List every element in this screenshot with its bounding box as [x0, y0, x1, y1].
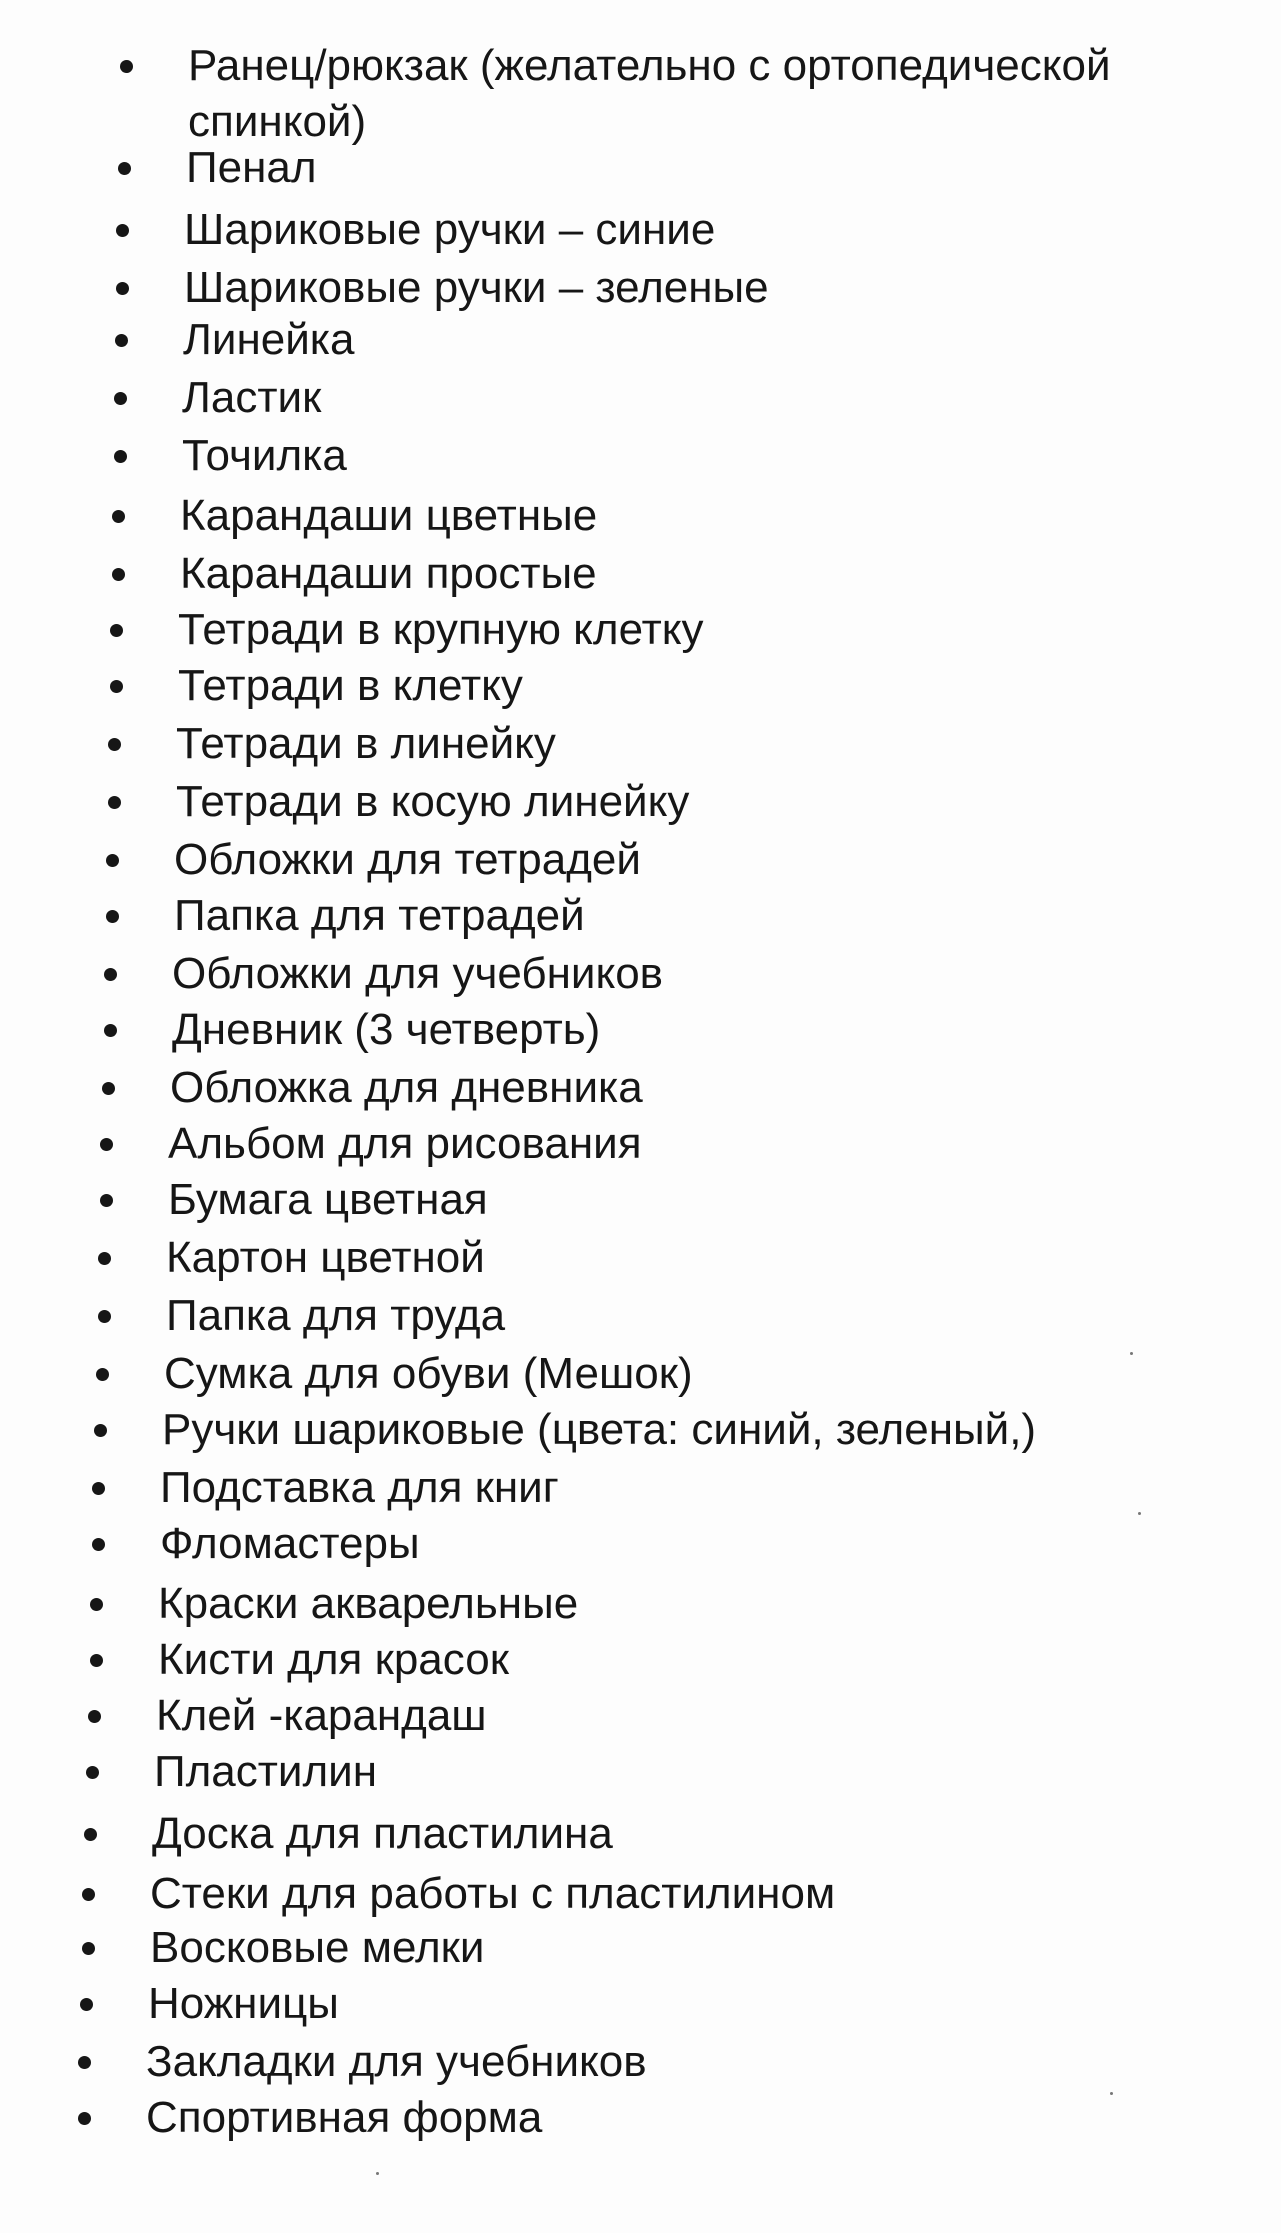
- list-item: [180, 546, 597, 602]
- list-item: [178, 658, 523, 714]
- list-item: [158, 1632, 509, 1688]
- bullet-icon: [88, 1710, 101, 1723]
- bullet-icon: [90, 1654, 103, 1667]
- bullet-icon: [100, 1138, 113, 1151]
- bullet-icon: [92, 1482, 105, 1495]
- list-item: [166, 1230, 485, 1286]
- list-item-label: Папка для труда: [166, 1291, 506, 1340]
- list-item-label: Обложки для тетрадей: [174, 835, 641, 884]
- list-item: [174, 888, 585, 944]
- bullet-icon: [120, 60, 133, 73]
- list-item: [146, 2034, 647, 2090]
- bullet-icon: [108, 796, 121, 809]
- bullet-icon: [84, 1828, 97, 1841]
- list-item-label: Закладки для учебников: [146, 2037, 647, 2086]
- bullet-icon: [86, 1766, 99, 1779]
- list-item-label: Линейка: [183, 315, 355, 364]
- bullet-icon: [82, 1888, 95, 1901]
- scan-speck: [376, 2172, 379, 2175]
- bullet-icon: [110, 624, 123, 637]
- bullet-icon: [104, 1024, 117, 1037]
- list-item: [154, 1744, 377, 1800]
- list-item-label: Тетради в крупную клетку: [178, 605, 704, 654]
- list-item: [182, 428, 347, 484]
- bullet-icon: [78, 2112, 91, 2125]
- list-item: [160, 1460, 559, 1516]
- list-item: [186, 140, 317, 196]
- list-item-label: Папка для тетрадей: [174, 891, 585, 940]
- list-item: [172, 1002, 600, 1058]
- list-item: [176, 774, 689, 830]
- list-item-label: Ластик: [182, 373, 322, 422]
- list-item-label: Спортивная форма: [146, 2093, 543, 2142]
- bullet-icon: [78, 2056, 91, 2069]
- list-item: [178, 602, 704, 658]
- bullet-icon: [106, 910, 119, 923]
- bullet-icon: [90, 1598, 103, 1611]
- list-item-label: Обложки для учебников: [172, 949, 664, 998]
- list-item: [188, 38, 1111, 150]
- list-item-label: Фломастеры: [160, 1519, 420, 1568]
- bullet-icon: [100, 1194, 113, 1207]
- list-item-label: Пластилин: [154, 1747, 378, 1796]
- list-item-label: Восковые мелки: [150, 1923, 485, 1972]
- list-item-label: Шариковые ручки – зеленые: [184, 263, 769, 312]
- bullet-icon: [98, 1252, 111, 1265]
- scan-speck: [1138, 1512, 1141, 1515]
- list-item: [164, 1346, 693, 1402]
- list-item-label: Тетради в клетку: [178, 661, 523, 710]
- list-item-label: Тетради в косую линейку: [176, 777, 690, 826]
- list-item: [174, 832, 641, 888]
- list-item: [184, 260, 769, 316]
- bullet-icon: [115, 334, 128, 347]
- list-item: [148, 1976, 339, 2032]
- list-item-label: Ножницы: [148, 1979, 339, 2028]
- bullet-icon: [98, 1310, 111, 1323]
- list-item-label: Кисти для красок: [158, 1635, 509, 1684]
- bullet-icon: [118, 162, 131, 175]
- bullet-icon: [92, 1538, 105, 1551]
- list-item-label: Карандаши цветные: [180, 491, 598, 540]
- list-item-label: Пенал: [186, 143, 317, 192]
- bullet-icon: [102, 1082, 115, 1095]
- scan-speck: [1110, 2092, 1113, 2095]
- list-item-label: Ручки шариковые (цвета: синий, зеленый,): [162, 1405, 1037, 1454]
- list-item: [158, 1576, 578, 1632]
- list-item-label: Дневник (3 четверть): [172, 1005, 601, 1054]
- list-item: [182, 370, 321, 426]
- bullet-icon: [116, 224, 129, 237]
- list-item: [170, 1060, 643, 1116]
- list-item-label: Стеки для работы с пластилином: [150, 1869, 836, 1918]
- bullet-icon: [106, 854, 119, 867]
- list-item-label: Подставка для книг: [160, 1463, 559, 1512]
- list-item: [146, 2090, 542, 2146]
- list-item-label: Клей -карандаш: [156, 1691, 487, 1740]
- list-item-label: Шариковые ручки – синие: [184, 205, 716, 254]
- list-item-label: Ранец/рюкзак (желательно с ортопедической: [188, 41, 1111, 90]
- bullet-icon: [80, 1998, 93, 2011]
- list-item: [150, 1866, 835, 1922]
- list-item-label: Картон цветной: [166, 1233, 485, 1282]
- list-item: [176, 716, 556, 772]
- bullet-icon: [108, 738, 121, 751]
- list-item: [166, 1288, 505, 1344]
- list-item-label: Тетради в линейку: [176, 719, 556, 768]
- list-item-label: Доска для пластилина: [152, 1809, 613, 1858]
- list-item-label: Сумка для обуви (Мешок): [164, 1349, 693, 1398]
- list-item: [162, 1402, 1036, 1458]
- list-item-label: Бумага цветная: [168, 1175, 488, 1224]
- list-item-label: Альбом для рисования: [168, 1119, 642, 1168]
- list-item: [168, 1116, 642, 1172]
- bullet-icon: [96, 1368, 109, 1381]
- list-item-label: Обложка для дневника: [170, 1063, 643, 1112]
- list-item: [152, 1806, 613, 1862]
- list-item: [183, 312, 355, 368]
- bullet-icon: [94, 1424, 107, 1437]
- list-item: [180, 488, 597, 544]
- list-item: [168, 1172, 488, 1228]
- list-item: [184, 202, 715, 258]
- bullet-icon: [114, 392, 127, 405]
- list-item-label-continued: спинкой): [188, 97, 367, 146]
- bullet-icon: [112, 568, 125, 581]
- bullet-icon: [114, 450, 127, 463]
- bullet-icon: [116, 282, 129, 295]
- list-item: [160, 1516, 420, 1572]
- bullet-icon: [112, 510, 125, 523]
- list-item: [172, 946, 663, 1002]
- list-item-label: Точилка: [182, 431, 347, 480]
- list-item-label: Карандаши простые: [180, 549, 597, 598]
- list-item: [156, 1688, 487, 1744]
- scan-speck: [1130, 1352, 1133, 1355]
- bullet-icon: [82, 1942, 95, 1955]
- list-item-label: Краски акварельные: [158, 1579, 579, 1628]
- bullet-icon: [104, 968, 117, 981]
- bullet-icon: [110, 680, 123, 693]
- list-item: [150, 1920, 485, 1976]
